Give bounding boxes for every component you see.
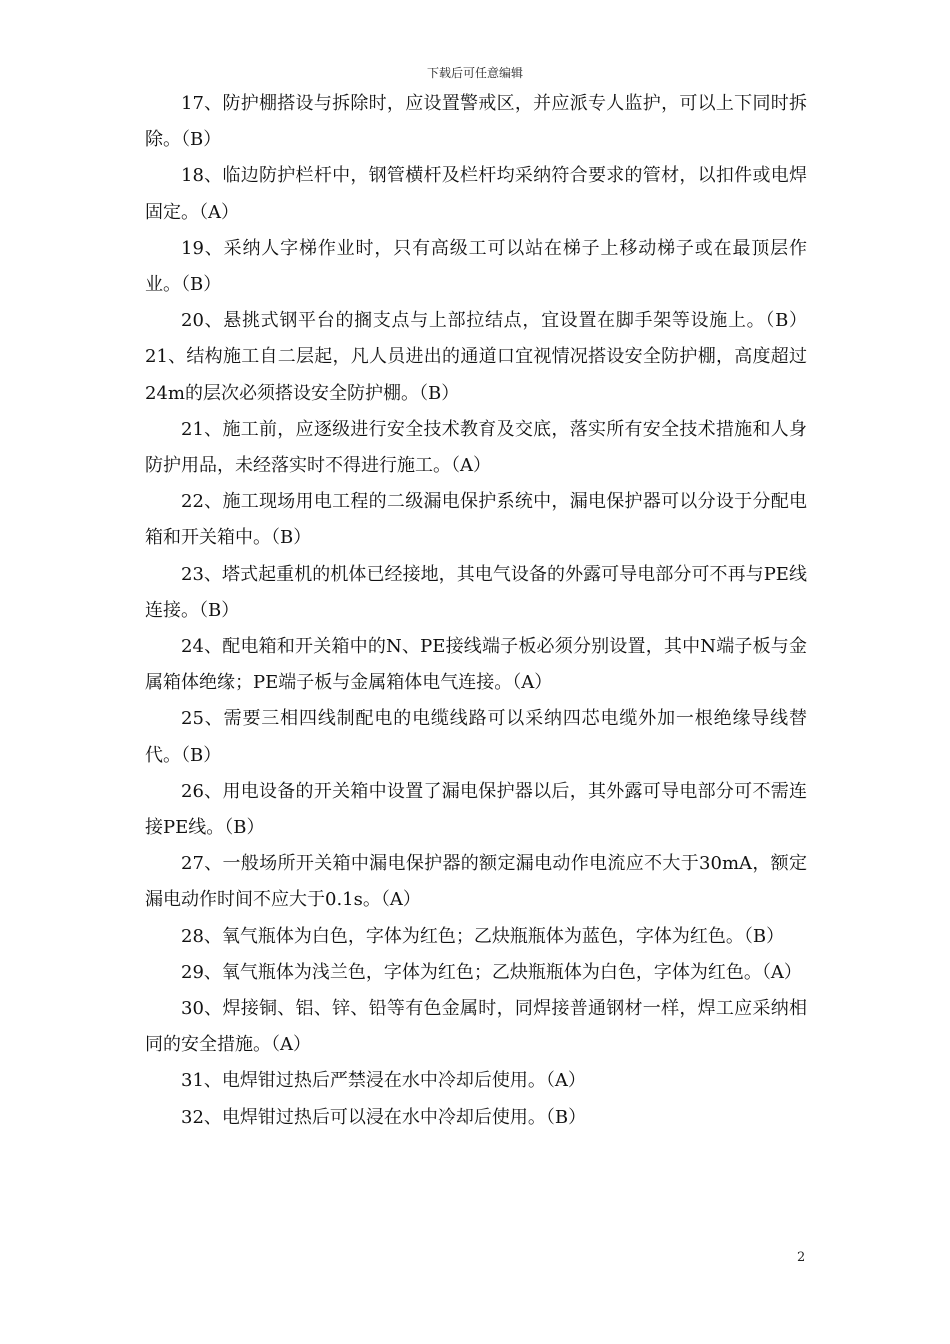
document-body	[145, 86, 807, 1136]
paragraph-item-18: 18、临边防护栏杆中，钢管横杆及栏杆均采纳符合要求的管材，以扣件或电焊固定。（A）	[145, 165, 807, 223]
paragraph-item-31: 31、电焊钳过热后严禁浸在水中冷却后使用。（A）	[181, 1070, 586, 1092]
paragraph-item-20: 20、悬挑式钢平台的搁支点与上部拉结点，宜设置在脚手架等设施上。（B）21、结构施工自二层起，凡人员进出的通道口宜视情况搭设安全防护棚，高度超过24m的层次必须搭设安全防护棚。（B）	[145, 310, 807, 404]
paragraph-item-26: 26、用电设备的开关箱中设置了漏电保护器以后，其外露可导电部分可不需连接PE线。（B）	[145, 780, 807, 839]
page-number: 2	[797, 1250, 806, 1265]
paragraph-item-17: 17、防护棚搭设与拆除时，应设置警戒区，并应派专人监护，可以上下同时拆除。（B）	[145, 93, 807, 151]
paragraph-item-19: 19、采纳人字梯作业时，只有高级工可以站在梯子上移动梯子或在最顶层作业。（B）	[145, 237, 807, 296]
paragraph-item-22: 22、施工现场用电工程的二级漏电保护系统中，漏电保护器可以分设于分配电箱和开关箱中。（B）	[145, 491, 807, 549]
paragraph-item-32: 32、电焊钳过热后可以浸在水中冷却后使用。（B）	[181, 1106, 587, 1128]
paragraph-item-21: 21、施工前，应逐级进行安全技术教育及交底，落实所有安全技术措施和人身防护用品，未经落实时不得进行施工。（A）	[145, 418, 807, 477]
paragraph-item-30: 30、焊接铜、铝、锌、铅等有色金属时，同焊接普通钢材一样，焊工应采纳相同的安全措施。（A）	[145, 998, 807, 1056]
page-header: 下载后可任意编辑	[426, 66, 523, 80]
paragraph-item-28: 28、氧气瓶体为白色，字体为红色；乙炔瓶瓶体为蓝色，字体为红色。（B）	[181, 925, 785, 947]
paragraph-item-29: 29、氧气瓶体为浅兰色，字体为红色；乙炔瓶瓶体为白色，字体为红色。（A）	[181, 961, 802, 983]
paragraph-item-25: 25、需要三相四线制配电的电缆线路可以采纳四芯电缆外加一根绝缘导线替代。（B）	[145, 708, 807, 766]
paragraph-item-23: 23、塔式起重机的机体已经接地，其电气设备的外露可导电部分可不再与PE线连接。（B）	[145, 563, 807, 621]
paragraph-item-27: 27、一般场所开关箱中漏电保护器的额定漏电动作电流应不大于30mA，额定漏电动作时间不应大于0.1s。（A）	[145, 853, 807, 911]
paragraph-item-24: 24、配电箱和开关箱中的N、PE接线端子板必须分别设置，其中N端子板与金属箱体绝缘；PE端子板与金属箱体电气连接。（A）	[145, 636, 807, 694]
